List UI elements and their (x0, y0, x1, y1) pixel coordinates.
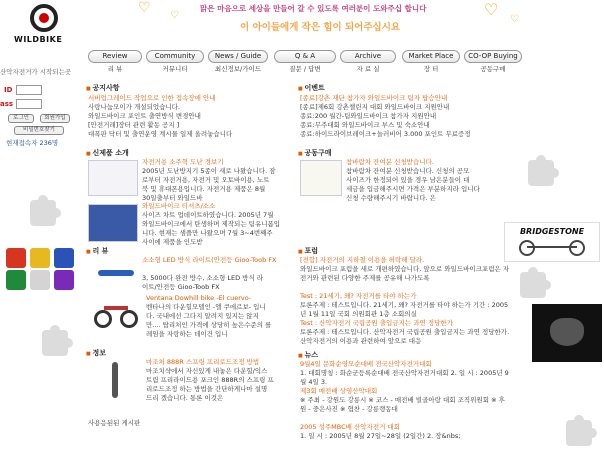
product-item-desc: 니다. 현재는 샘플만 나왔으며 7월 3~4번째주 (142, 229, 273, 237)
notice-item[interactable]: 서버업그레이드 작업으로 인한 접속장애 안내 (88, 94, 216, 102)
info-thumbnail[interactable] (96, 360, 136, 400)
forum-item-title[interactable]: Test : 산악자전거 국립공원 출입금지는 과연 정당한가 (300, 319, 453, 327)
nav-sub-archive[interactable]: 자 료 실 (356, 65, 380, 73)
heart-icon: ♡ (170, 10, 179, 21)
news-item-title[interactable]: 9월4일 문화순영모순대배 전국산악자전거대회 (300, 360, 432, 368)
nav-tab-news-guide[interactable]: News / Guide (208, 50, 268, 63)
logo[interactable] (12, 2, 72, 44)
review-item-1 (142, 256, 288, 292)
password-label: ass (0, 100, 14, 108)
puzzle-piece-icon (42, 330, 68, 356)
notice-item[interactable]: 대폭판 닥터 및 출연운영 계시물 일제 올려놓습니다 (88, 130, 233, 138)
review-thumbnail[interactable] (92, 296, 140, 332)
news-list (300, 360, 510, 441)
event-item[interactable]: 종료:200 월간-팀와일드바이크 참가자 지원안내 (300, 112, 437, 120)
notice-title: ■ 공지사항 (86, 83, 120, 93)
info-footer-link[interactable]: 사용응된된 게시판 (88, 419, 141, 427)
nav-sub-market-place[interactable]: 장 터 (423, 65, 439, 73)
cobuy-item-title[interactable]: 참바람차 잔여분 신청받습니다. (346, 158, 434, 166)
product-item-desc: 로부터 자전거용, 자전거 및 오토바이용, 노트 (142, 176, 270, 184)
jersey-thumbnail[interactable] (6, 248, 26, 268)
review-item-desc: 벤타나의 다운힐모델인 -엘 쿠에르보- 입니 (146, 303, 266, 311)
info-item (146, 358, 288, 403)
event-title: ■ 이벤트 (298, 83, 325, 93)
event-item[interactable]: 종료:하이드라이브레이크+놀러비어 3.000 포인트 무료증정 (300, 130, 471, 138)
info-item-desc: 트림 프리라이드용 포크인 888R의 스프링 프 (146, 376, 274, 384)
product-item-desc: 북 및 휴대폰용입니다. 자전거용 제품은 8월 (142, 185, 266, 193)
news-title: ■ 뉴스 (298, 350, 318, 360)
notice-item[interactable]: 사랑나눔모이가 개설되었습니다. (88, 103, 181, 111)
info-item-desc: 마조치샥에서 자신있게 내놓은 다운힐/익스 (146, 367, 268, 375)
event-item[interactable]: 종료:무주대회 와일드바이크 부스 및 숙소안내 (300, 121, 430, 129)
puzzle-piece-icon (30, 200, 56, 226)
heart-icon: ♡ (138, 0, 151, 16)
cobuy-item (346, 158, 496, 203)
nav-sub-community[interactable]: 커뮤니티 (162, 65, 188, 73)
news-item-desc: 1. 일 시 : 2005년 8월 27일~28일 (2일간) 2. 장&nbs; (300, 432, 461, 440)
product-item-2 (142, 202, 288, 247)
forum-list (300, 256, 510, 346)
event-item[interactable]: [종료]제6회 강촌챌린지 대회 와일드바이크 지원안내 (300, 103, 450, 111)
product-item-title[interactable]: 와일드바이크 티셔츠/소소 (142, 202, 216, 210)
puzzle-piece-icon (520, 272, 546, 298)
news-item-desc: 1. 대회명칭 : 화순군등록순대배 전국산악자전거대회 2. 일 시 : 2005년 9월 4일 3. (300, 369, 509, 386)
news-item-title[interactable]: 2005 성주MBC배 산악자전거 대회 (300, 423, 401, 431)
review-item-desc: 레임을 자랑하는 데이건 입니 (146, 330, 228, 338)
nav-tab-archive[interactable]: Archive (340, 50, 396, 63)
nav-tab-community[interactable]: Community (146, 50, 204, 63)
review-title: ■ 리 뷰 (86, 246, 108, 256)
product-thumbnail[interactable] (88, 204, 138, 242)
info-item-desc: 드리 겠습니다. 통론 이것은 (146, 394, 224, 402)
product-item-1 (142, 158, 288, 203)
review-item-desc: 만.... 탑리처인 가격에 상당히 높은수준의 를 (146, 321, 272, 329)
review-thumbnail[interactable] (94, 260, 138, 288)
review-item-desc: 다. 국내에선 그다지 알려지 있지는 않지 (146, 312, 259, 320)
nav-sub-news-guide[interactable]: 최신정보/가이드 (214, 65, 262, 73)
join-button[interactable]: 회원가입 (40, 114, 70, 123)
event-list (300, 94, 504, 139)
review-item-title[interactable]: Ventana Dowhill bike -El cuervo- (146, 294, 252, 302)
info-title: ■ 정보 (86, 348, 106, 358)
notice-item[interactable]: 와일드바이크 포인트 출연방식 변경안내 (88, 112, 201, 120)
notice-item[interactable]: [안전거래]장터 관련 활동 공지 ] (88, 121, 180, 129)
cobuy-item-desc: 참바람차 잔여분 신청받습니다. 신청의 공모 (346, 167, 470, 175)
product-thumbnail[interactable] (88, 160, 138, 196)
info-item-desc: 리로드조정 하는 방법을 간단하게나마 설명 (146, 385, 268, 393)
nav-tab-market-place[interactable]: Market Place (402, 50, 460, 63)
forum-item-desc: 토론주제 : 테스트입니다. 21세기, 왜? 자전거를 타야 하는가 기간 : 2005년 1월 11일 국회 의원회관 1층 소회의실 (300, 301, 509, 318)
logo-text: WILDBIKE (14, 35, 63, 44)
puzzle-piece-icon (528, 160, 554, 186)
cobuy-thumbnail[interactable] (300, 160, 342, 196)
review-item-title[interactable]: 소소형 LED 방식 라이트(안전등 Gioo-Toob FX (142, 256, 277, 264)
review-item-desc: 3, 5000다 완전 방수, 소소형 LED 방식 라 (142, 274, 264, 282)
cobuy-title: ■ 공동구매 (298, 148, 332, 158)
wolf-banner[interactable] (532, 304, 602, 362)
cobuy-item-desc: 사이즈가 한정되어 있을 경우 남은분들이 대 (346, 176, 470, 184)
online-count: 현재접속자 236명 (6, 139, 59, 147)
find-password-button[interactable]: 비밀번호찾기 (14, 126, 64, 135)
puzzle-piece-icon (566, 420, 592, 446)
forum-item-title[interactable]: Test : 21세기, 왜? 자전거를 타야 하는가 (300, 292, 417, 300)
news-item-title[interactable]: 제3회 매전배 상영산악대회 (300, 387, 378, 395)
notice-list (88, 94, 288, 139)
login-button[interactable]: 로그인 (8, 114, 34, 123)
nav-tab-review[interactable]: Review (88, 50, 142, 63)
jersey-thumbnail[interactable] (6, 270, 26, 290)
jersey-thumbnail[interactable] (54, 248, 74, 268)
nav-tab-qa[interactable]: Q & A (274, 50, 336, 63)
brand-tagline: 산악자전거가 시작되는곳 (0, 68, 72, 76)
product-item-desc: 2005년 도난방지기 5종이 새로 나왔습니다. 잠 (142, 167, 276, 175)
cobuy-item-desc: 신청 수량해주시기 바랍니다. 은 (346, 194, 436, 202)
nav-sub-qa[interactable]: 질문 / 답변 (289, 65, 321, 73)
logo-wheel-icon (30, 4, 58, 32)
bicycle-icon (505, 236, 599, 258)
forum-item-title[interactable]: [전합] 자전거의 지하철 이용을 허락해 달라. (300, 256, 425, 264)
header-slogan-2: 이 아이들에게 작은 힘이 되어주십시요 (240, 22, 401, 33)
bridgestone-banner[interactable] (504, 222, 600, 262)
forum-item-desc: 토론주제 : 테스트입니다. 산악자전거 국립공원 출입금지는 과연 정당한가. 산악자전거의 이용과 관련하여 앞으로 대응 (300, 328, 510, 345)
cobuy-item-desc: 세금을 입금해주시면 가격은 부분하지라 입니다 (346, 185, 480, 193)
id-input[interactable] (16, 85, 42, 95)
password-input[interactable] (16, 99, 42, 109)
heart-icon: ♡ (484, 0, 499, 19)
heart-icon: ♡ (510, 14, 519, 25)
review-item-desc: 이트/안전등 Gioo-Toob FX (142, 283, 220, 291)
forum-title: ■ 포럼 (298, 246, 318, 256)
new-products-title: ■ 신제품 소개 (86, 148, 129, 158)
info-item-title[interactable]: 마조처 888R 스프링 프리로드조정 방법 (146, 358, 260, 366)
review-item-2 (146, 294, 288, 339)
product-item-desc: 30일출부터 와일드바 (142, 194, 203, 202)
news-item-desc: ※ 주최 - 강원도 강릉시 ※ 코스 - 매전배 빌골아랑 대회 조직위원회 ※ 후원 - 중은사진 ※ 협찬 - 강릉랭동대 (300, 396, 505, 413)
product-item-desc: 사이즈 차트 업데이트하였습니다. 2005년 7월 (142, 211, 274, 219)
product-item-desc: 사이에 제품을 인도받 (142, 238, 203, 246)
nav-sub-coop-buying[interactable]: 공동구매 (480, 65, 506, 73)
product-item-title[interactable]: 자전거용 소주혁 도난 경보기 (142, 158, 224, 166)
wolf-icon (550, 318, 584, 346)
forum-item-desc: 와일드바이크 포럼을 새로 개편하였습니다. 앞으로 와일드바이크포럼은 자전거와 관련된 다양한 주제를 공유해 나가도록 (300, 265, 510, 282)
header-slogan-1: 맑은 마음으로 세상을 만들어 갈 수 있도록 여러분이 도와주십 합니다 (200, 4, 427, 13)
jersey-thumbnail[interactable] (30, 270, 50, 290)
product-item-desc: 와일드바이크에서 탄생하며 제작되는 팀유니폼입 (142, 220, 281, 228)
nav-tab-coop-buying[interactable]: CO-OP Buying (464, 50, 522, 63)
event-item[interactable]: [종료]강촌 재단 참가자 와일드바이크 팀자 탑승안내 (300, 94, 448, 102)
nav-sub-review[interactable]: 리 뷰 (107, 65, 123, 73)
jersey-thumbnail[interactable] (30, 248, 50, 268)
banner-text: BRIDGESTONE (519, 227, 585, 236)
jersey-thumbnail[interactable] (54, 270, 74, 290)
id-label: ID (4, 86, 13, 94)
